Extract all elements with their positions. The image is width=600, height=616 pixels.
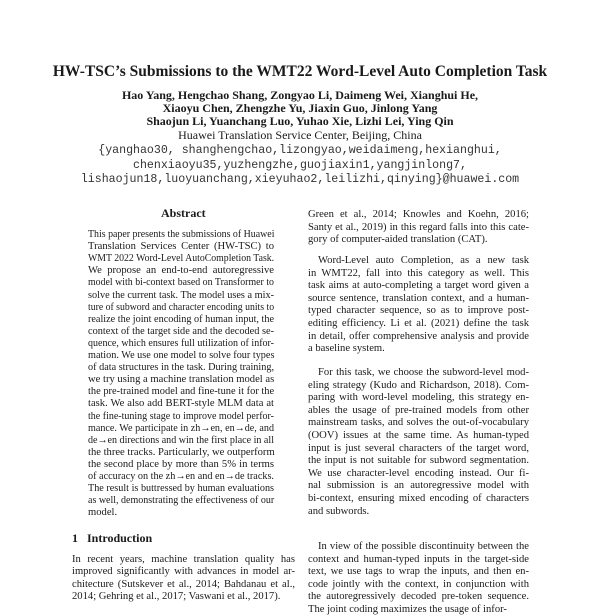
text-line: task aims at auto-completing a target word given a	[308, 280, 529, 291]
text-line: model with bi-context based on Transformer to	[88, 277, 274, 288]
text-line: The result is buttressed by human evaluations	[88, 483, 274, 494]
text-line: we try using a machine translation model as	[88, 374, 275, 385]
text-line: ture of subword and character encoding units to	[88, 302, 275, 313]
email-line: lishaojun18,luoyuanchang,xieyuhao2,leilizhi,qinying}@huawei.com	[80, 173, 520, 186]
author-line: Xiaoyu Chen, Zhengzhe Yu, Jiaxin Guo, Jinlong Yang	[162, 101, 438, 115]
email-line: {yanghao30, shanghengchao,lizongyao,weidaimeng,hexianghui,	[98, 144, 502, 157]
section-heading-introduction: 1 Introduction	[72, 531, 153, 545]
author-line: Hao Yang, Hengchao Shang, Zongyao Li, Daimeng Wei, Xianghui He,	[121, 88, 479, 102]
text-line: In recent years, machine translation quality has	[72, 554, 295, 565]
text-line: chitecture (Sutskever et al., 2014; Bahdanau et al.,	[72, 579, 295, 590]
text-line: as well, demonstrating the effectiveness of our	[88, 495, 275, 506]
text-line: paring with word-level modeling, this strategy en-	[308, 392, 529, 403]
text-line: This paper presents the submissions of Huawei	[88, 229, 275, 240]
text-line: in WMT22, fall into this category as well. This	[308, 268, 529, 279]
text-line: input is just several characters of the target word,	[308, 443, 529, 454]
text-line: The joint coding maximizes the usage of infor-	[308, 604, 507, 615]
text-line: bi-context, ensuring mixed encoding of characters	[308, 493, 529, 504]
text-line: (OOV) issues at the same time. As human-typed	[308, 430, 529, 441]
paper-title: HW-TSC’s Submissions to the WMT22 Word-Level Auto Completion Task	[52, 63, 548, 80]
text-line: ables the usage of pre-trained models from other	[308, 405, 529, 416]
text-line: editing efficiency. Li et al. (2021) define the task	[308, 318, 529, 329]
text-line: context and human-typed inputs in the target-side	[308, 554, 529, 565]
text-line: the second place by more than 5% in terms	[88, 459, 274, 470]
text-line: Santy et al., 2019) in this regard falls into this cate-	[308, 222, 529, 233]
text-line: the fine-tuning stage to improve model perfor-	[88, 411, 274, 422]
text-line: of data structures in the task. During training,	[88, 362, 274, 373]
text-line: the input is not suitable for subword segmentation.	[308, 455, 529, 466]
text-line: gory of computer-aided translation (CAT).	[308, 234, 488, 245]
text-line: solve the current task. The model uses a mix-	[88, 290, 274, 301]
text-line: Word-Level auto Completion, as a new task	[318, 255, 529, 266]
text-line: eling strategy (Kudo and Richardson, 2018). Com-	[308, 380, 529, 391]
text-line: de→en directions and win the first place in all	[88, 435, 274, 446]
text-line: We use character-level encoding instead. Our fi-	[308, 468, 529, 479]
text-line: the pre-trained model and fine-tune it for the	[88, 386, 275, 397]
text-line: a baseline system.	[308, 343, 385, 354]
text-line: nal submission is an autoregressive model with	[308, 480, 529, 491]
author-line: Shaojun Li, Yuanchang Luo, Yuhao Xie, Lizhi Lei, Ying Qin	[146, 114, 454, 128]
email-line: chenxiaoyu35,yuzhengzhe,guojiaxin1,yangjinlong7,	[133, 159, 467, 172]
text-line: We propose an end-to-end autoregressive	[88, 265, 274, 276]
text-line: quence, which ensures full utilization of infor-	[88, 338, 274, 349]
text-line: mainstream tasks, and solves the out-of-vocabulary	[308, 417, 529, 428]
affiliation: Huawei Translation Service Center, Beijing, China	[178, 128, 422, 142]
text-line: WMT 2022 Word-Level AutoCompletion Task.	[88, 253, 275, 264]
text-line: of accuracy on the zh→en and en→de tracks.	[88, 471, 274, 482]
text-line: source sentence, translation context, and a human-	[308, 293, 529, 304]
text-line: 2014; Gehring et al., 2017; Vaswani et al., 2017).	[72, 591, 281, 602]
text-line: Green et al., 2014; Knowles and Koehn, 2016;	[308, 209, 529, 220]
abstract-heading: Abstract	[161, 206, 206, 220]
text-line: For this task, we choose the subword-level mod-	[318, 367, 529, 378]
text-line: In view of the possible discontinuity between the	[318, 541, 529, 552]
text-line: mance. We participate in zh→en, en→de, and	[88, 423, 274, 434]
text-line: mation. We use one model to solve four types	[88, 350, 275, 361]
text-line: the autoregressively decoded pre-token sequence.	[308, 591, 529, 602]
text-line: typed character sequence, so as to improve post-	[308, 305, 529, 316]
text-line: task. We also add BERT-style MLM data at	[88, 398, 274, 409]
text-line: code jointly with the context, in conjunction with	[308, 579, 529, 590]
text-line: realize the joint encoding of human input, the	[88, 314, 274, 325]
text-line: Translation Services Center (HW-TSC) to	[88, 241, 274, 252]
text-line: text, we use tags to wrap the inputs, and then en-	[308, 566, 529, 577]
text-line: the three tracks. Particularly, we outperform	[88, 447, 275, 458]
text-line: in detail, offer comprehensive analysis and provide	[308, 331, 529, 342]
text-line: context of the target side and the decoded se-	[88, 326, 275, 337]
text-line: model.	[88, 507, 118, 518]
text-line: and subwords.	[308, 506, 370, 517]
text-line: improved significantly with advances in model ar-	[72, 566, 295, 577]
